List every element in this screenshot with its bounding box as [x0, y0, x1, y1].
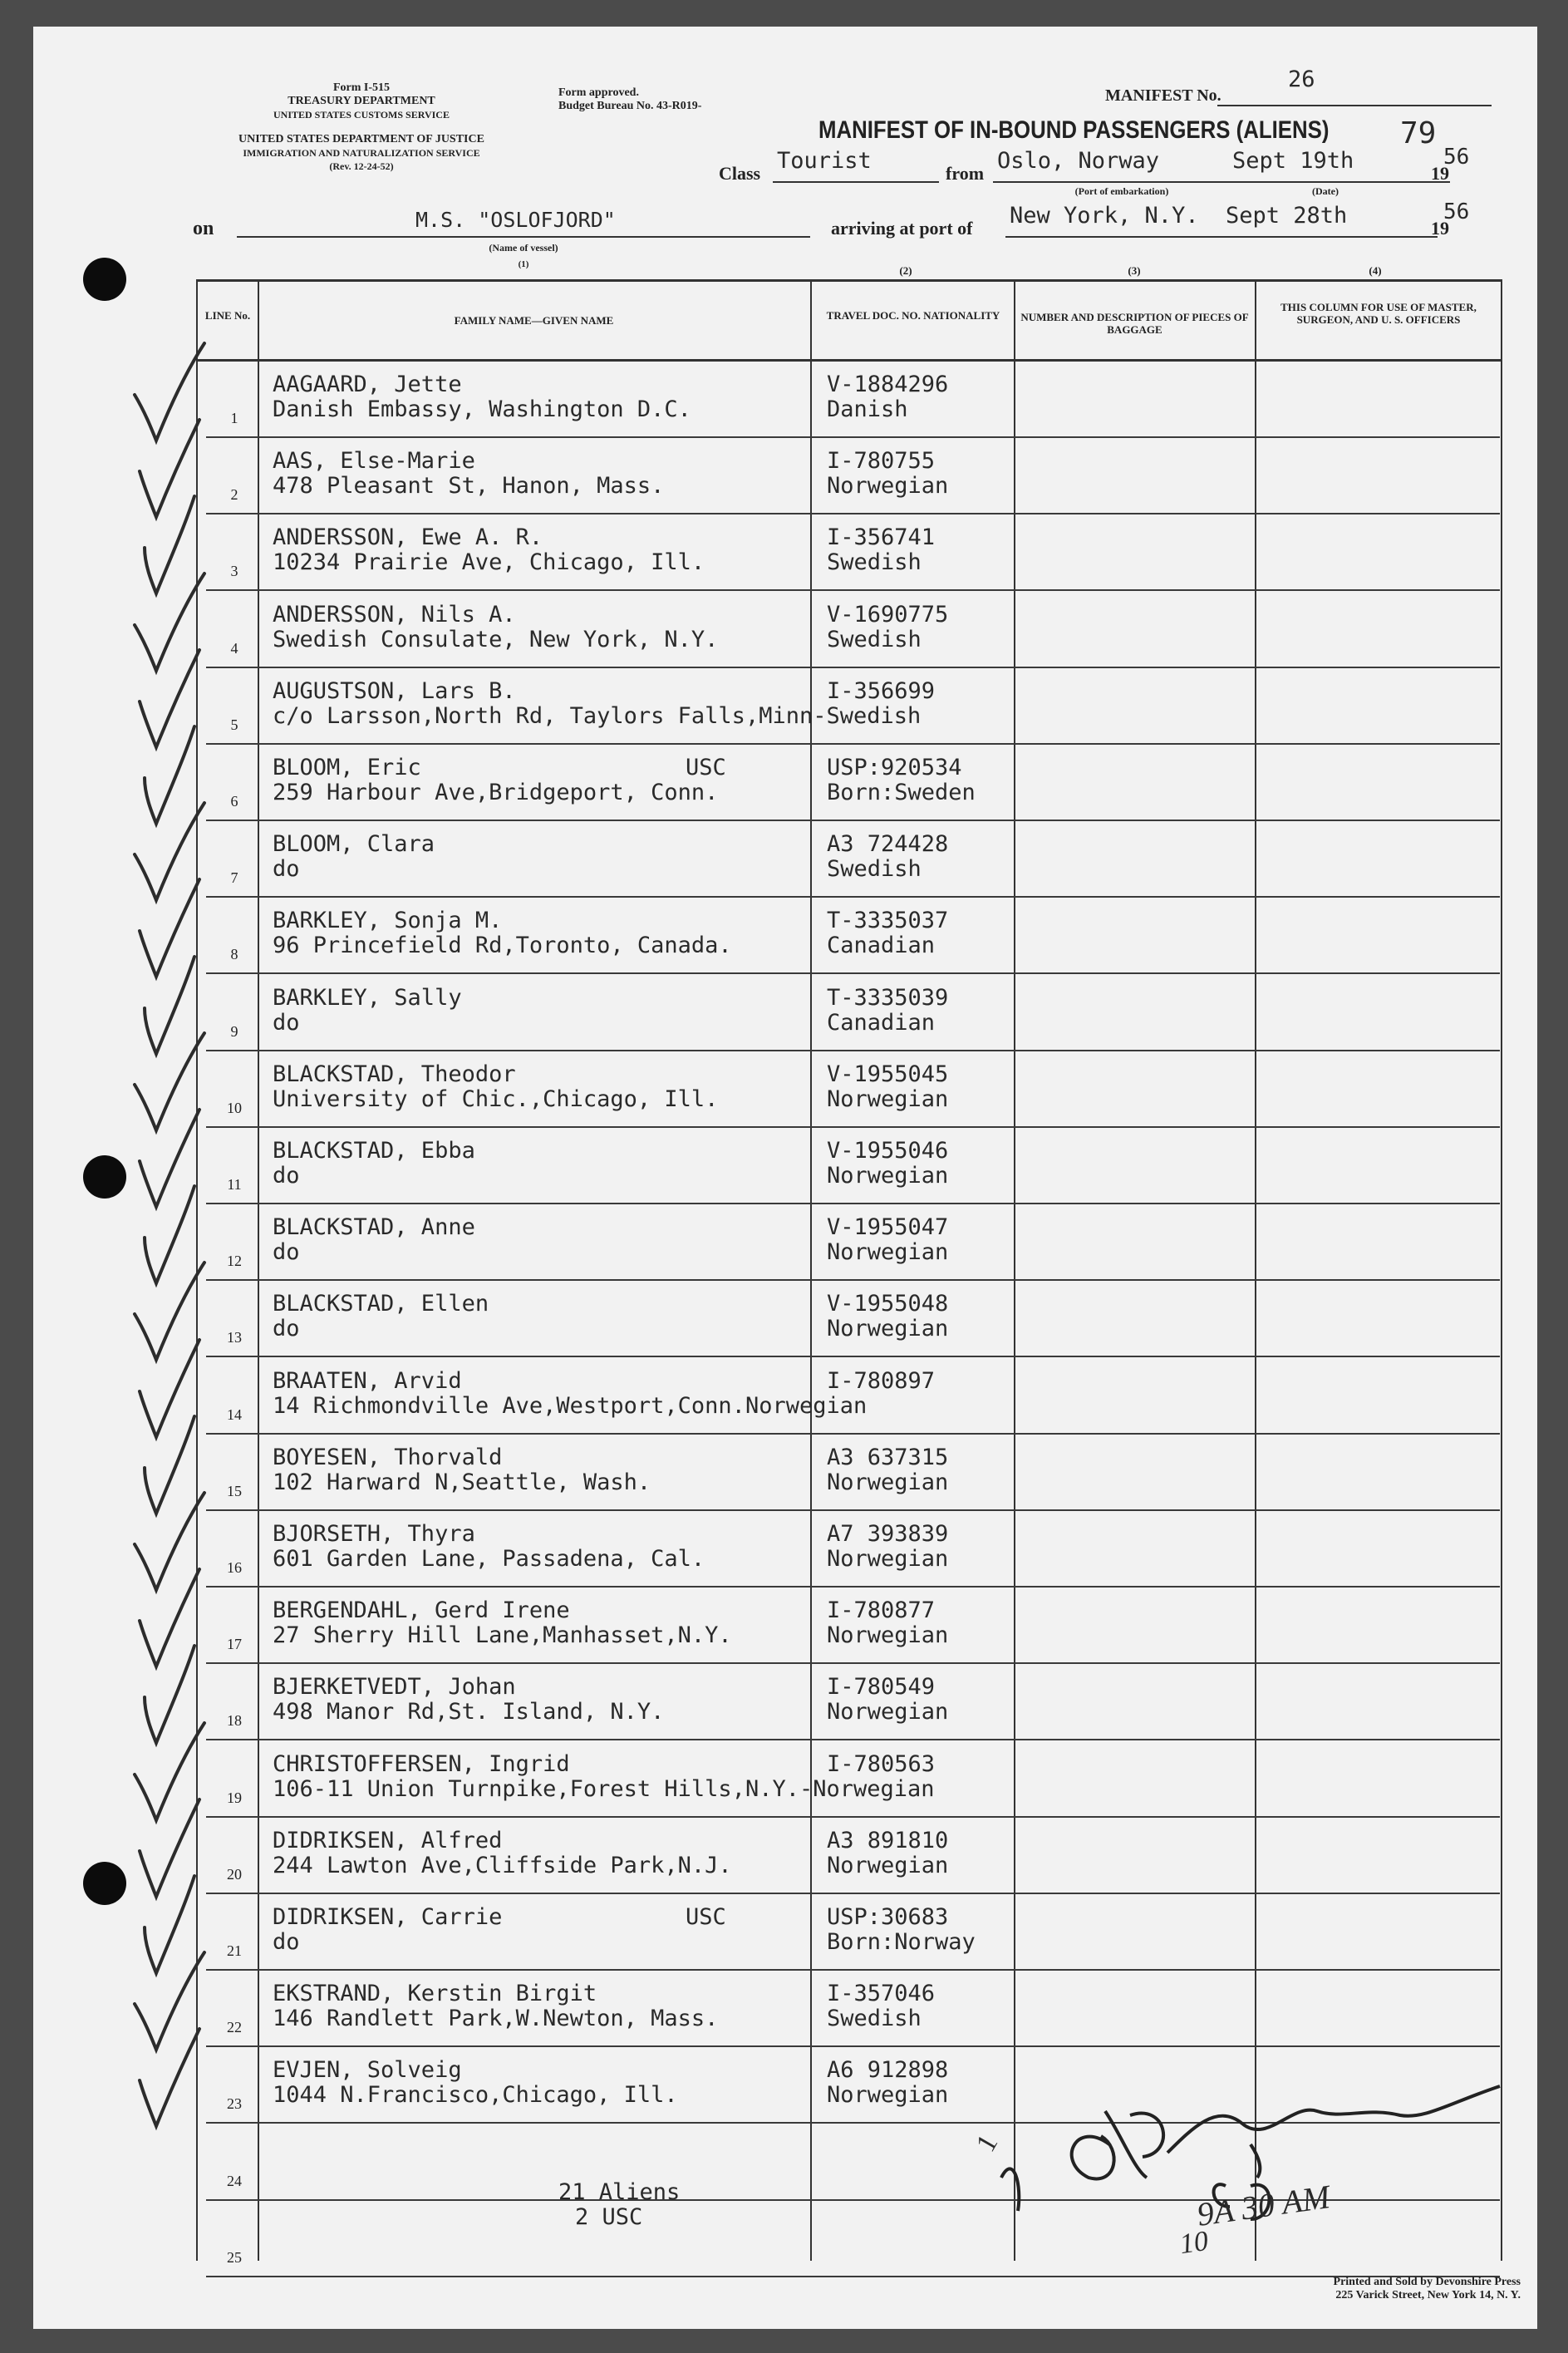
nationality: Canadian [827, 1009, 936, 1036]
passenger-address: 10234 Prairie Ave, Chicago, Ill. [273, 549, 705, 576]
summary-aliens: 21 Aliens [558, 2179, 681, 2205]
passenger-name: BLACKSTAD, Anne [273, 1214, 475, 1241]
form-revision: (Rev. 12-24-52) [329, 160, 394, 172]
vessel-caption: (Name of vessel) [489, 242, 558, 254]
year-prefix-1: 19 [1431, 163, 1449, 184]
passenger-address: 96 Princefield Rd,Toronto, Canada. [273, 933, 732, 959]
from-label: from [946, 163, 985, 184]
table-row [0, 1128, 1568, 1204]
travel-doc-number: I-356741 [827, 524, 936, 551]
col-header-line: LINE No. [204, 309, 251, 322]
passenger-address: 601 Garden Lane, Passadena, Cal. [273, 1546, 705, 1572]
page-number: 79 [1400, 116, 1437, 150]
line-number: 9 [230, 1022, 238, 1040]
departure-date: Sept 19th [1232, 148, 1354, 174]
table-row [0, 514, 1568, 591]
usc-flag: USC [686, 1904, 726, 1930]
passenger-address: 259 Harbour Ave,Bridgeport, Conn. [273, 780, 719, 805]
justice-block [187, 133, 536, 173]
table-row [0, 975, 1568, 1051]
nationality: Norwegian [827, 1316, 949, 1342]
travel-doc-number: T-3335039 [827, 984, 949, 1011]
nationality: Swedish [827, 626, 922, 652]
class-value: Tourist [777, 148, 872, 174]
nationality: Born:Sweden [827, 780, 976, 805]
line-number: 14 [227, 1405, 242, 1423]
nationality: Norwegian [827, 473, 949, 500]
vessel-name: M.S. "OSLOFJORD" [415, 208, 616, 232]
line-number: 4 [230, 639, 238, 657]
passenger-name: BARKLEY, Sonja M. [273, 908, 503, 934]
passenger-address: Swedish Consulate, New York, N.Y. [273, 626, 719, 652]
binder-hole-top [83, 258, 126, 301]
nationality: Swedish [827, 549, 922, 576]
line-number: 8 [230, 946, 238, 963]
passenger-name: BRAATEN, Arvid [273, 1367, 462, 1394]
travel-doc-number: V-1690775 [827, 601, 949, 628]
passenger-address: 498 Manor Rd,St. Island, N.Y. [273, 1699, 665, 1725]
passenger-name: DIDRIKSEN, Alfred [273, 1827, 503, 1853]
travel-doc-number: V-1884296 [827, 372, 949, 397]
vessel-underline [237, 236, 810, 238]
passenger-name: BLACKSTAD, Ebba [273, 1138, 475, 1164]
passenger-name: ANDERSSON, Nils A. [273, 601, 516, 628]
line-number: 3 [230, 563, 238, 580]
nationality: Norwegian [827, 1085, 949, 1112]
line-number: 1 [230, 410, 238, 426]
nationality: Norwegian [827, 1546, 949, 1572]
class-underline [773, 181, 939, 183]
line-number: 12 [227, 1253, 242, 1270]
travel-doc-number: A6 912898 [827, 2057, 949, 2084]
table-top-rule [196, 279, 1502, 282]
passenger-address: do [273, 1009, 300, 1036]
manifest-no-underline [1217, 105, 1492, 106]
table-row [0, 745, 1568, 821]
printer-line-1: Printed and Sold by Devonshire Press [1333, 2276, 1521, 2288]
line-number: 11 [227, 1176, 242, 1193]
col4-number: (4) [1369, 264, 1382, 277]
nationality: Norwegian [827, 1163, 949, 1189]
table-row [0, 898, 1568, 974]
nationality: Norwegian [827, 1239, 949, 1266]
passenger-address: 102 Harward N,Seattle, Wash. [273, 1469, 651, 1495]
arrival-underline [1005, 236, 1438, 238]
nationality: Norwegian [827, 1622, 949, 1649]
table-row [0, 1281, 1568, 1357]
passenger-name: BLACKSTAD, Ellen [273, 1291, 489, 1317]
signature-time: 9A 30 AM [1194, 2178, 1333, 2233]
passenger-name: BLOOM, Eric [273, 755, 421, 780]
travel-doc-number: I-780755 [827, 448, 936, 475]
col2-number: (2) [899, 264, 912, 277]
passenger-address: 146 Randlett Park,W.Newton, Mass. [273, 2006, 719, 2032]
form-number: Form I-515 [332, 81, 391, 94]
nationality: Canadian [827, 933, 936, 959]
line-number: 23 [227, 2095, 242, 2113]
table-row [0, 1894, 1568, 1971]
travel-doc-number: A3 637315 [827, 1444, 949, 1470]
table-row [0, 668, 1568, 745]
table-row [0, 438, 1568, 514]
passenger-address: 27 Sherry Hill Lane,Manhasset,N.Y. [273, 1622, 732, 1649]
line-number: 15 [227, 1482, 242, 1499]
passenger-address: c/o Larsson,North Rd, Taylors Falls,Minn-Swedish [273, 702, 922, 729]
line-number: 13 [227, 1329, 242, 1346]
form-approved: Form approved. [558, 86, 639, 99]
line-number: 17 [227, 1636, 242, 1653]
travel-doc-number: A7 393839 [827, 1521, 949, 1547]
col-header-name: FAMILY NAME—GIVEN NAME [454, 314, 614, 327]
manifest-no-label: MANIFEST No. [1105, 86, 1221, 105]
arriving-label: arriving at port of [831, 218, 973, 239]
passenger-name: BARKLEY, Sally [273, 984, 462, 1011]
table-row [0, 1511, 1568, 1588]
table-row [0, 1818, 1568, 1894]
passenger-address: 478 Pleasant St, Hanon, Mass. [273, 473, 665, 500]
passenger-name: EVJEN, Solveig [273, 2057, 462, 2084]
nationality: Norwegian [827, 1699, 949, 1725]
table-row [0, 1588, 1568, 1664]
manifest-no-value: 26 [1288, 66, 1315, 92]
passenger-address: do [273, 1239, 300, 1266]
check-mark-icon [125, 2022, 216, 2139]
travel-doc-number: I-780897 [827, 1367, 936, 1394]
passenger-address: 1044 N.Francisco,Chicago, Ill. [273, 2082, 678, 2109]
passenger-name: BLOOM, Clara [273, 831, 435, 858]
table-row [0, 821, 1568, 898]
arrival-date: Sept 28th [1226, 203, 1348, 229]
passenger-name: ANDERSSON, Ewe A. R. [273, 524, 543, 551]
table-row [0, 1051, 1568, 1128]
travel-doc-number: I-780563 [827, 1750, 936, 1777]
travel-doc-number: V-1955045 [827, 1061, 949, 1087]
nationality: Born:Norway [827, 1929, 976, 1955]
travel-doc-number: I-356699 [827, 677, 936, 704]
travel-doc-number: A3 891810 [827, 1827, 949, 1853]
nationality: Norwegian [827, 2082, 949, 2109]
port-caption: (Port of embarkation) [1074, 185, 1169, 197]
nationality: Danish [827, 396, 908, 422]
signature-mark: 1 [970, 2129, 1005, 2158]
line-number: 6 [230, 793, 238, 810]
passenger-name: BJERKETVEDT, Johan [273, 1674, 516, 1701]
travel-doc-number: T-3335037 [827, 908, 949, 934]
arrival-port: New York, N.Y. [1010, 203, 1199, 229]
line-number: 16 [227, 1559, 242, 1576]
col-header-doc: TRAVEL DOC. NO. NATIONALITY [826, 309, 1000, 322]
line-number: 5 [230, 716, 238, 733]
col-header-baggage: NUMBER AND DESCRIPTION OF PIECES OF BAGGAGE [1020, 311, 1249, 336]
table-row [0, 1358, 1568, 1435]
approval-block [558, 86, 774, 113]
passenger-name: EKSTRAND, Kerstin Birgit [273, 1981, 597, 2007]
passenger-name: AAGAARD, Jette [273, 372, 462, 397]
date-caption: (Date) [1312, 185, 1339, 197]
customs-service: UNITED STATES CUSTOMS SERVICE [273, 109, 450, 121]
passenger-address: do [273, 1316, 300, 1342]
passenger-address: 244 Lawton Ave,Cliffside Park,N.J. [273, 1852, 732, 1878]
line-number: 20 [227, 1865, 242, 1883]
travel-doc-number: V-1955046 [827, 1138, 949, 1164]
passenger-name: AUGUSTSON, Lars B. [273, 677, 516, 704]
printer-credit [1197, 2276, 1521, 2302]
justice-dept: UNITED STATES DEPARTMENT OF JUSTICE [238, 133, 484, 145]
arrival-year: 56 [1443, 199, 1470, 224]
passenger-address: do [273, 1929, 300, 1955]
line-number: 2 [230, 486, 238, 504]
line-number: 25 [227, 2248, 242, 2266]
printer-line-2: 225 Varick Street, New York 14, N. Y. [1335, 2289, 1521, 2301]
port-of-embarkation: Oslo, Norway [997, 148, 1160, 174]
passenger-address: Danish Embassy, Washington D.C. [273, 396, 691, 422]
summary-usc: 2 USC [575, 2204, 643, 2230]
col3-number: (3) [1128, 264, 1141, 277]
travel-doc-number: V-1955047 [827, 1214, 949, 1241]
passenger-name: BERGENDAHL, Gerd Irene [273, 1597, 570, 1624]
travel-doc-number: I-780877 [827, 1597, 936, 1624]
nationality: Swedish [827, 856, 922, 883]
table-row [0, 1971, 1568, 2047]
table-row [0, 592, 1568, 668]
signature-day: 10 [1177, 2225, 1211, 2261]
passenger-address: do [273, 856, 300, 883]
manifest-title: MANIFEST OF IN-BOUND PASSENGERS (ALIENS) [818, 116, 1330, 144]
travel-doc-number: A3 724428 [827, 831, 949, 858]
on-label: on [193, 218, 214, 239]
line-number: 22 [227, 2019, 242, 2036]
passenger-address: 106-11 Union Turnpike,Forest Hills,N.Y.-Norwegian [273, 1775, 935, 1802]
table-row [0, 1741, 1568, 1818]
passenger-name: BOYESEN, Thorvald [273, 1444, 503, 1470]
departure-year: 56 [1443, 145, 1470, 170]
passenger-name: BLACKSTAD, Theodor [273, 1061, 516, 1087]
col-header-officers: THIS COLUMN FOR USE OF MASTER, SURGEON, AND U. S. OFFICERS [1280, 301, 1477, 326]
budget-bureau: Budget Bureau No. 43-R019- [558, 100, 702, 112]
class-label: Class [719, 163, 761, 184]
officer-signature [976, 2053, 1525, 2261]
table-row [0, 362, 1568, 438]
treasury-dept: TREASURY DEPARTMENT [288, 95, 435, 107]
passenger-name: AAS, Else-Marie [273, 448, 475, 475]
form-id-block [224, 81, 499, 121]
travel-doc-number: USP:30683 [827, 1904, 949, 1930]
passenger-address: 14 Richmondville Ave,Westport,Conn.Norwegian [273, 1392, 868, 1419]
line-number: 18 [227, 1712, 242, 1730]
travel-doc-number: I-780549 [827, 1674, 936, 1701]
nationality: Norwegian [827, 1852, 949, 1878]
passenger-name: CHRISTOFFERSEN, Ingrid [273, 1750, 570, 1777]
table-row [0, 1435, 1568, 1511]
passenger-address: University of Chic.,Chicago, Ill. [273, 1085, 719, 1112]
passenger-address: do [273, 1163, 300, 1189]
nationality: Norwegian [827, 1469, 949, 1495]
line-number: 10 [227, 1099, 242, 1116]
line-number: 21 [227, 1942, 242, 1959]
travel-doc-number: I-357046 [827, 1981, 936, 2007]
immigration-service: IMMIGRATION AND NATURALIZATION SERVICE [243, 147, 480, 159]
travel-doc-number: V-1955048 [827, 1291, 949, 1317]
table-row [0, 1204, 1568, 1281]
line-number: 19 [227, 1789, 242, 1806]
nationality: Swedish [827, 2006, 922, 2032]
passenger-name: DIDRIKSEN, Carrie [273, 1904, 503, 1930]
usc-flag: USC [686, 755, 726, 780]
from-underline [993, 181, 1450, 183]
table-row [0, 1664, 1568, 1740]
year-prefix-2: 19 [1431, 218, 1449, 239]
col1-number: (1) [518, 259, 529, 269]
travel-doc-number: USP:920534 [827, 755, 962, 780]
line-number: 7 [230, 869, 238, 887]
passenger-name: BJORSETH, Thyra [273, 1521, 475, 1547]
line-number: 24 [227, 2172, 242, 2189]
